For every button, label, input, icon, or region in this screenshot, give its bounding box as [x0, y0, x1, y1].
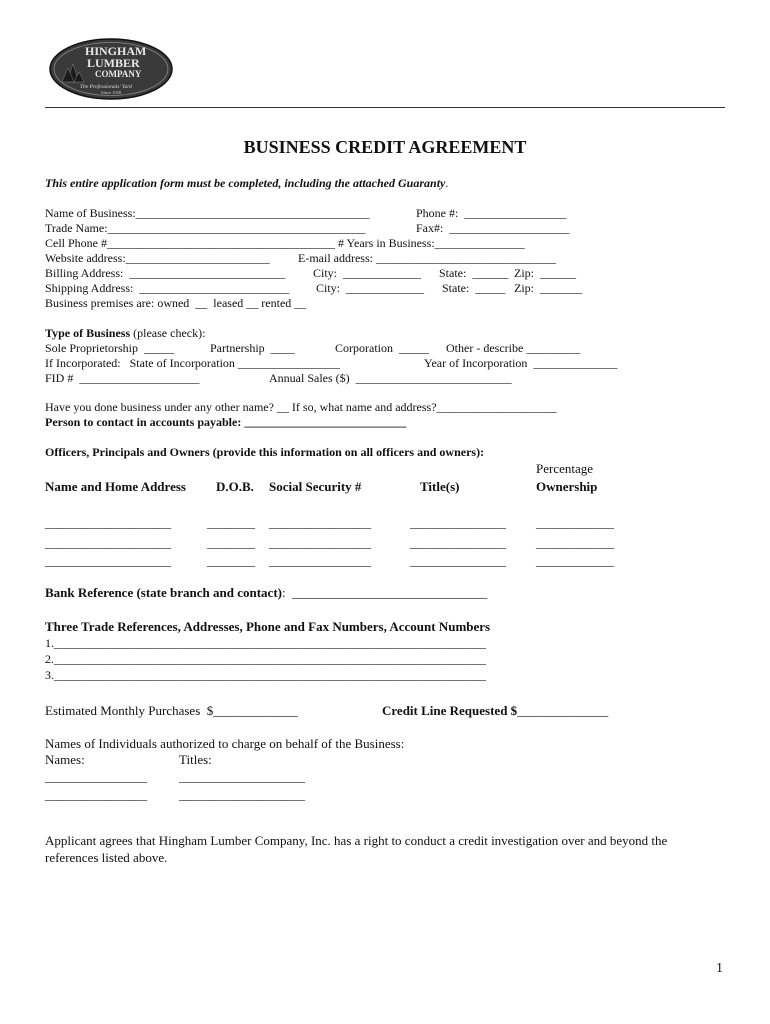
page-number: 1	[716, 961, 723, 976]
logo-since: Since 1958	[101, 90, 122, 95]
bank-reference-label: Bank Reference (state branch and contact)	[45, 585, 282, 600]
credit-line-field[interactable]	[382, 703, 608, 718]
officers-heading: Officers, Principals and Owners (provide this information on all officers and owners):	[45, 445, 485, 459]
ap-contact-field[interactable]: Person to contact in accounts payable: ___________________________	[45, 415, 407, 429]
officer-3-ssn[interactable]: _________________	[269, 554, 371, 568]
officer-1-name[interactable]: _____________________	[45, 516, 171, 530]
phone-field[interactable]: Phone #: _________________	[416, 206, 567, 220]
shipping-address-field[interactable]: Shipping Address: _________________________	[45, 281, 290, 295]
bank-reference-blank[interactable]: : ______________________________	[281, 585, 488, 600]
type-heading-note: (please check):	[130, 326, 206, 340]
authorized-heading: Names of Individuals authorized to charge on behalf of the Business:	[45, 736, 405, 751]
instruction	[45, 176, 448, 190]
logo-line1: HINGHAM	[85, 44, 147, 58]
authorized-name-1[interactable]: _________________	[45, 770, 147, 784]
header-rule	[45, 107, 725, 108]
business-name-field[interactable]: Name of Business:_______________________________________	[45, 206, 370, 220]
monthly-purchases-field[interactable]: Estimated Monthly Purchases $_____________	[45, 703, 298, 718]
officer-3-name[interactable]: _____________________	[45, 554, 171, 568]
fid-field[interactable]: FID # ____________________	[45, 371, 200, 385]
shipping-city-field[interactable]: City: _____________	[316, 281, 425, 295]
trade-name-field[interactable]: Trade Name:___________________________________________	[45, 221, 366, 235]
logo-line3: COMPANY	[95, 69, 142, 79]
other-name-field[interactable]: Have you done business under any other name? __ If so, what name and address?____________________	[45, 400, 557, 414]
billing-zip-field[interactable]: Zip: ______	[514, 266, 576, 280]
sole-proprietorship-field[interactable]: Sole Proprietorship _____	[45, 341, 174, 355]
officer-1-dob[interactable]: ________	[207, 516, 255, 530]
trade-reference-2[interactable]: 2.________________________________________________________________________	[45, 652, 486, 666]
officer-3-dob[interactable]: ________	[207, 554, 255, 568]
col-ssn: Social Security #	[269, 479, 362, 494]
type-heading	[45, 326, 205, 340]
year-of-incorporation-field[interactable]: Year of Incorporation ______________	[424, 356, 618, 370]
trade-references-heading: Three Trade References, Addresses, Phone and Fax Numbers, Account Numbers	[45, 619, 491, 634]
instruction-end: .	[445, 176, 449, 190]
col-percentage: Percentage	[536, 461, 594, 476]
website-field[interactable]: Website address:________________________	[45, 251, 270, 265]
col-ownership: Ownership	[536, 479, 598, 494]
billing-state-field[interactable]: State: ______	[439, 266, 509, 280]
authorized-titles-label: Titles:	[179, 752, 212, 767]
other-describe-field[interactable]: Other - describe _________	[446, 341, 581, 355]
logo-line2: LUMBER	[87, 56, 140, 70]
type-heading-label: Type of Business	[45, 326, 131, 340]
fax-field[interactable]: Fax#: ____________________	[416, 221, 570, 235]
shipping-zip-field[interactable]: Zip: _______	[514, 281, 582, 295]
col-titles: Title(s)	[420, 479, 460, 494]
credit-line-blank[interactable]: ______________	[517, 703, 609, 718]
annual-sales-field[interactable]: Annual Sales ($) __________________________	[269, 371, 512, 385]
officer-1-pct[interactable]: _____________	[536, 516, 614, 530]
cell-years-field[interactable]: Cell Phone #______________________________________ # Years in Business:_______________	[45, 236, 525, 250]
state-of-incorporation-field[interactable]: If Incorporated: State of Incorporation _________________	[45, 356, 340, 370]
authorized-names-label: Names:	[45, 752, 85, 767]
authorized-name-2[interactable]: _________________	[45, 788, 147, 802]
authorized-title-2[interactable]: _____________________	[179, 788, 305, 802]
officer-2-pct[interactable]: _____________	[536, 536, 614, 550]
agreement-line-2: references listed above.	[45, 850, 168, 865]
officer-3-title[interactable]: ________________	[410, 554, 506, 568]
billing-address-field[interactable]: Billing Address: __________________________	[45, 266, 286, 280]
agreement-line-1: Applicant agrees that Hingham Lumber Company, Inc. has a right to conduct a credit investigation over and beyond the	[45, 833, 668, 848]
officer-1-ssn[interactable]: _________________	[269, 516, 371, 530]
officer-2-title[interactable]: ________________	[410, 536, 506, 550]
bank-reference-field[interactable]	[45, 585, 487, 600]
logo-tagline: The Professionals' Yard	[80, 84, 132, 90]
authorized-title-1[interactable]: _____________________	[179, 770, 305, 784]
officer-2-ssn[interactable]: _________________	[269, 536, 371, 550]
premises-field[interactable]: Business premises are: owned __ leased __ rented __	[45, 296, 307, 310]
billing-city-field[interactable]: City: _____________	[313, 266, 422, 280]
officer-1-title[interactable]: ________________	[410, 516, 506, 530]
officer-2-dob[interactable]: ________	[207, 536, 255, 550]
officer-2-name[interactable]: _____________________	[45, 536, 171, 550]
trade-reference-3[interactable]: 3.________________________________________________________________________	[45, 668, 486, 682]
credit-line-label: Credit Line Requested $	[382, 703, 518, 718]
corporation-field[interactable]: Corporation _____	[335, 341, 429, 355]
officer-3-pct[interactable]: _____________	[536, 554, 614, 568]
trade-reference-1[interactable]: 1.________________________________________________________________________	[45, 636, 486, 650]
partnership-field[interactable]: Partnership ____	[210, 341, 295, 355]
document-title: BUSINESS CREDIT AGREEMENT	[243, 137, 527, 157]
col-dob: D.O.B.	[216, 479, 254, 494]
company-logo	[49, 38, 173, 100]
col-name-address: Name and Home Address	[45, 479, 186, 494]
shipping-state-field[interactable]: State: _____	[442, 281, 506, 295]
instruction-text: This entire application form must be completed, including the attached Guaranty	[45, 176, 446, 190]
email-field[interactable]: E-mail address: ______________________________	[298, 251, 556, 265]
